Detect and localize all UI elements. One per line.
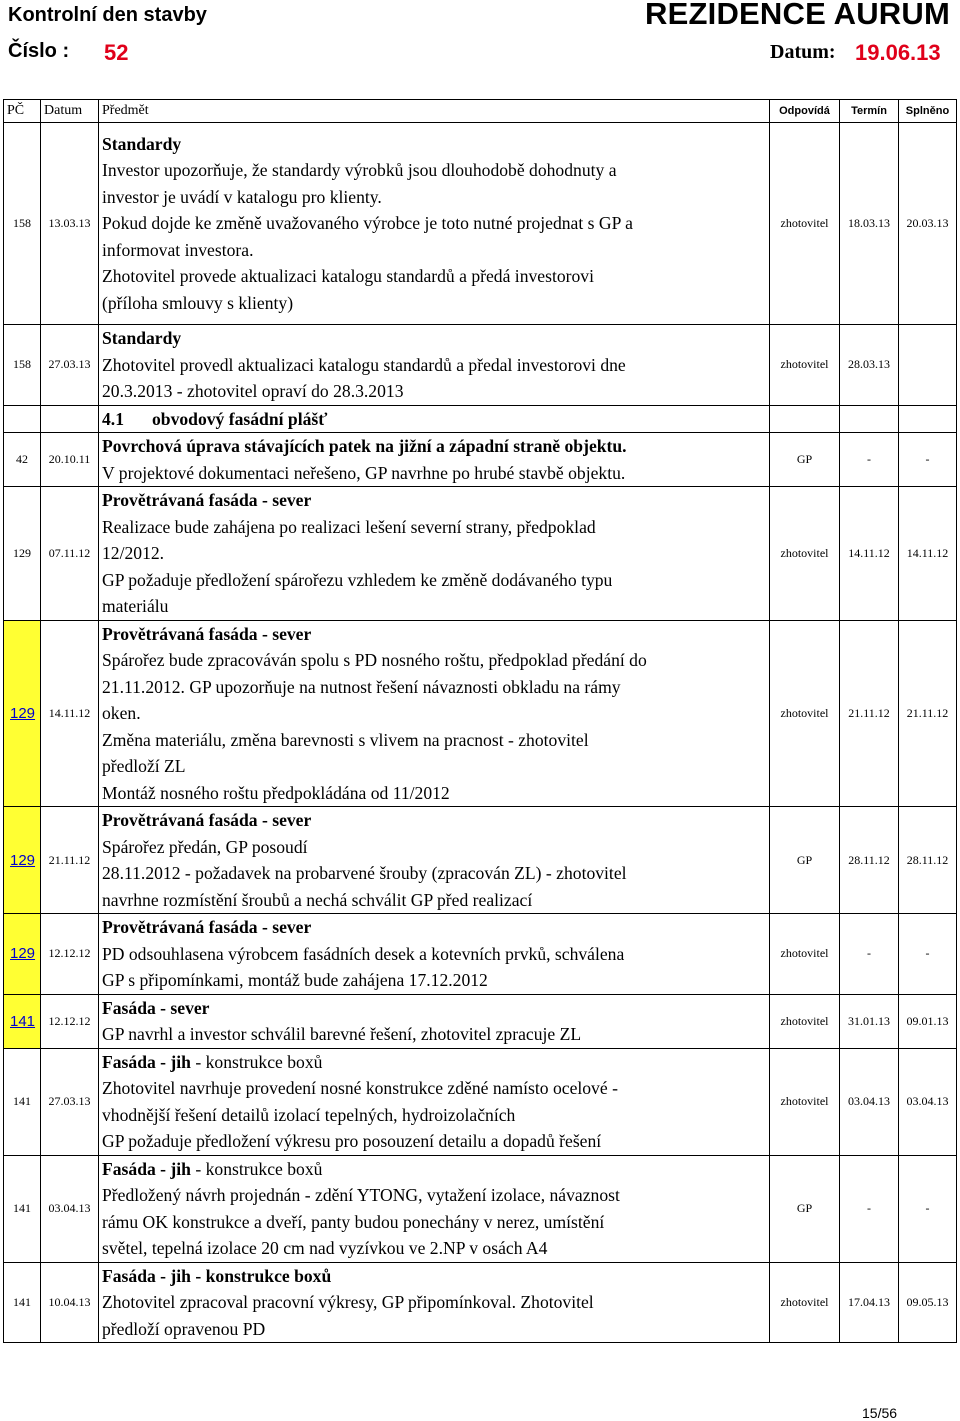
row-subject: Fasáda - jih - konstrukce boxů Zhotovitel navrhuje provedení nosné konstrukce zděné namísto ocelové - vhodnější řešení detailů izolací tepelných, hydroizolačních GP požaduje předložení výkresu pro posouzení detailu a dopadů řešení: [99, 1048, 770, 1155]
row-deadline: 03.04.13: [840, 1048, 899, 1155]
row-responsible: zhotovitel: [770, 914, 840, 995]
row-subject: Provětrávaná fasáda - sever PD odsouhlasena výrobcem fasádních desek a kotevních prvků, schválena GP s připomínkami, montáž bude zahájena 17.12.2012: [99, 914, 770, 995]
row-deadline: -: [840, 1155, 899, 1262]
table-row: [4, 914, 957, 995]
project-title: REZIDENCE AURUM: [645, 0, 950, 31]
row-deadline: 21.11.12: [840, 620, 899, 807]
row-responsible: zhotovitel: [770, 487, 840, 621]
row-responsible: GP: [770, 433, 840, 487]
minutes-table: [3, 99, 957, 1343]
row-date: 21.11.12: [41, 807, 99, 914]
row-subject: Fasáda - jih - konstrukce boxů Předložený návrh projednán - zdění YTONG, vytažení izolace, návaznost rámu OK konstrukce a dveří, panty budou ponechány v nerez, umístění světel, tepelná izolace 20 cm nad vyzívkou ve 2.NP v osách A4: [99, 1155, 770, 1262]
row-pc: 158: [4, 123, 41, 325]
row-done: 21.11.12: [899, 620, 957, 807]
row-pc: 42: [4, 433, 41, 487]
row-subject: Fasáda - sever GP navrhl a investor schválil barevné řešení, zhotovitel zpracuje ZL: [99, 994, 770, 1048]
row-done: 03.04.13: [899, 1048, 957, 1155]
row-subject: Standardy Zhotovitel provedl aktualizaci katalogu standardů a předal investorovi dne 20.3.2013 - zhotovitel opraví do 28.3.2013: [99, 325, 770, 406]
row-done: 20.03.13: [899, 123, 957, 325]
row-done: 09.05.13: [899, 1262, 957, 1343]
table-row: [4, 123, 957, 325]
row-date: 27.03.13: [41, 1048, 99, 1155]
row-deadline: 14.11.12: [840, 487, 899, 621]
section-number: 4.1: [102, 408, 124, 429]
col-pc-header: PČ: [4, 100, 41, 123]
row-responsible: zhotovitel: [770, 325, 840, 406]
col-odpovida-header: Odpovídá: [770, 100, 840, 123]
col-termin-header: Termín: [840, 100, 899, 123]
row-subject: Fasáda - jih - konstrukce boxů Zhotovitel zpracoval pracovní výkresy, GP připomínkoval. Zhotovitel předloží opravenou PD: [99, 1262, 770, 1343]
row-done: [899, 325, 957, 406]
page-number: 15/56: [862, 1405, 898, 1421]
row-done: -: [899, 1155, 957, 1262]
row-pc: 129: [4, 620, 41, 807]
col-splneno-header: Splněno: [899, 100, 957, 123]
row-date: 12.12.12: [41, 994, 99, 1048]
row-pc: 141: [4, 1155, 41, 1262]
table-row: [4, 1048, 957, 1155]
table-row: [4, 325, 957, 406]
col-datum-header: Datum: [41, 100, 99, 123]
row-done: -: [899, 914, 957, 995]
row-responsible: GP: [770, 1155, 840, 1262]
section-row: [4, 405, 957, 433]
table-row: [4, 1262, 957, 1343]
table-row: [4, 807, 957, 914]
row-date: 20.10.11: [41, 433, 99, 487]
row-date: 14.11.12: [41, 620, 99, 807]
row-responsible: zhotovitel: [770, 123, 840, 325]
row-deadline: 31.01.13: [840, 994, 899, 1048]
document-title: Kontrolní den stavby: [8, 4, 207, 26]
row-deadline: 17.04.13: [840, 1262, 899, 1343]
row-date: 12.12.12: [41, 914, 99, 995]
row-deadline: 18.03.13: [840, 123, 899, 325]
table-row: [4, 487, 957, 621]
row-date: 13.03.13: [41, 123, 99, 325]
row-done: 28.11.12: [899, 807, 957, 914]
row-deadline: -: [840, 914, 899, 995]
row-subject: Standardy Investor upozorňuje, že standardy výrobků jsou dlouhodobě dohodnuty a investor je uvádí v katalogu pro klienty. Pokud dojde ke změně uvažovaného výrobce je toto nutné projednat s GP a informovat investora. Zhotovitel provede aktualizaci katalogu standardů a předá investorovi (příloha smlouvy s klienty): [99, 123, 770, 325]
section-heading: [99, 405, 770, 433]
row-responsible: zhotovitel: [770, 1048, 840, 1155]
cislo-value: 52: [104, 40, 129, 65]
row-deadline: -: [840, 433, 899, 487]
row-pc: 141: [4, 1048, 41, 1155]
row-pc: 129: [4, 914, 41, 995]
datum-label: Datum:: [770, 41, 836, 63]
row-done: 09.01.13: [899, 994, 957, 1048]
row-subject: Provětrávaná fasáda - sever Spárořez bude zpracováván spolu s PD nosného roštu, předpoklad předání do 21.11.2012. GP upozorňuje na nutnost řešení návaznosti obkladu na rámy oken. Změna materiálu, změna barevnosti s vlivem na pracnost - zhotovitel předloží ZL Montáž nosného roštu předpokládána od 11/2012: [99, 620, 770, 807]
table-row: [4, 994, 957, 1048]
row-responsible: zhotovitel: [770, 994, 840, 1048]
row-deadline: 28.11.12: [840, 807, 899, 914]
col-predmet-header: Předmět: [99, 100, 770, 123]
row-date: 10.04.13: [41, 1262, 99, 1343]
row-pc: 141: [4, 1262, 41, 1343]
row-date: 07.11.12: [41, 487, 99, 621]
datum-value: 19.06.13: [855, 40, 941, 65]
table-header-row: [4, 100, 957, 123]
row-responsible: zhotovitel: [770, 620, 840, 807]
row-subject: Povrchová úprava stávajících patek na jižní a západní straně objektu. V projektové dokumentaci neřešeno, GP navrhne po hrubé stavbě objektu.: [99, 433, 770, 487]
row-date: 03.04.13: [41, 1155, 99, 1262]
row-responsible: GP: [770, 807, 840, 914]
row-pc: 141: [4, 994, 41, 1048]
row-responsible: zhotovitel: [770, 1262, 840, 1343]
cislo-label: Číslo :: [8, 40, 70, 62]
table-row: [4, 1155, 957, 1262]
row-date: 27.03.13: [41, 325, 99, 406]
row-pc: 158: [4, 325, 41, 406]
table-row: [4, 620, 957, 807]
row-pc: 129: [4, 807, 41, 914]
row-pc: 129: [4, 487, 41, 621]
row-done: 14.11.12: [899, 487, 957, 621]
row-deadline: 28.03.13: [840, 325, 899, 406]
row-done: -: [899, 433, 957, 487]
row-subject: Provětrávaná fasáda - sever Spárořez předán, GP posoudí 28.11.2012 - požadavek na probarvené šrouby (zpracován ZL) - zhotovitel navrhne rozmístění šroubů a nechá schválit GP před realizací: [99, 807, 770, 914]
row-subject: Provětrávaná fasáda - sever Realizace bude zahájena po realizaci lešení severní strany, předpoklad 12/2012. GP požaduje předložení spárořezu vzhledem ke změně dodávaného typu materiálu: [99, 487, 770, 621]
section-title: obvodový fasádní plášť: [152, 408, 328, 429]
table-row: [4, 433, 957, 487]
